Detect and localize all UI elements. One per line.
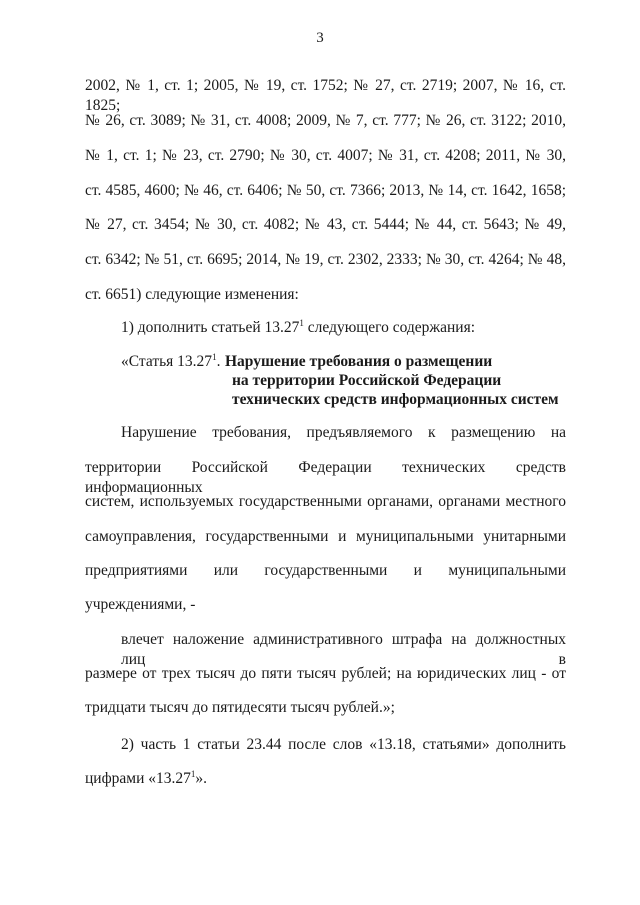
article-number-text: «Статья 13.27: [121, 353, 213, 370]
citation-line: ст. 6342; № 51, ст. 6695; 2014, № 19, ст. 2302, 2333; № 30, ст. 4264; № 48,: [85, 251, 566, 268]
amendment-item-2: 2) часть 1 статьи 23.44 после слов «13.18, статьями» дополнить: [121, 736, 566, 753]
citation-line: ст. 6651) следующие изменения:: [85, 286, 299, 303]
amendment-item-1-text-end: следующего содержания:: [303, 319, 476, 336]
article-body-line: территории Российской Федерации технических средств информационных: [85, 459, 566, 496]
citation-line: ст. 4585, 4600; № 46, ст. 6406; № 50, ст. 7366; 2013, № 14, ст. 1642, 1658;: [85, 182, 566, 199]
page-number: 3: [316, 30, 324, 46]
article-body-line: учреждениями, -: [85, 596, 196, 613]
citation-line: 2002, № 1, ст. 1; 2005, № 19, ст. 1752; № 27, ст. 2719; 2007, № 16, ст. 1825;: [85, 77, 566, 114]
article-title-line: Нарушение требования о размещении: [225, 353, 493, 370]
citation-line: № 1, ст. 1; № 23, ст. 2790; № 30, ст. 4007; № 31, ст. 4208; 2011, № 30,: [85, 147, 566, 164]
superscript: 1: [190, 769, 196, 779]
article-body-line: самоуправления, государственными и муниципальными унитарными: [85, 528, 566, 545]
citation-line: № 26, ст. 3089; № 31, ст. 4008; 2009, № 7, ст. 777; № 26, ст. 3122; 2010,: [85, 112, 566, 129]
penalty-line: тридцати тысяч до пятидесяти тысяч рублей.»;: [85, 699, 395, 716]
superscript: 1: [299, 318, 304, 328]
amendment-item-2-cont: [85, 769, 207, 789]
superscript: 1: [212, 352, 217, 362]
article-title-line: на территории Российской Федерации: [232, 372, 502, 389]
article-body-line: систем, используемых государственными органами, органами местного: [85, 493, 566, 510]
article-number: [121, 352, 220, 372]
amendment-item-1: [121, 318, 475, 338]
amendment-item-1-text: 1) дополнить статьей 13.27: [121, 319, 300, 336]
penalty-line: влечет наложение административного штрафа на должностных лиц в: [121, 631, 566, 668]
amendment-item-2-text-end: ».: [195, 770, 207, 787]
article-title-line: технических средств информационных систем: [232, 391, 559, 408]
article-body-line: предприятиями или государственными и муниципальными: [85, 562, 566, 579]
penalty-line: размере от трех тысяч до пяти тысяч рублей; на юридических лиц - от: [85, 665, 566, 682]
article-number-dot: .: [216, 353, 221, 370]
article-body-line: Нарушение требования, предъявляемого к размещению на: [121, 424, 566, 441]
amendment-item-2-text: цифрами «13.27: [85, 770, 191, 787]
citation-line: № 27, ст. 3454; № 30, ст. 4082; № 43, ст. 5444; № 44, ст. 5643; № 49,: [85, 216, 566, 233]
